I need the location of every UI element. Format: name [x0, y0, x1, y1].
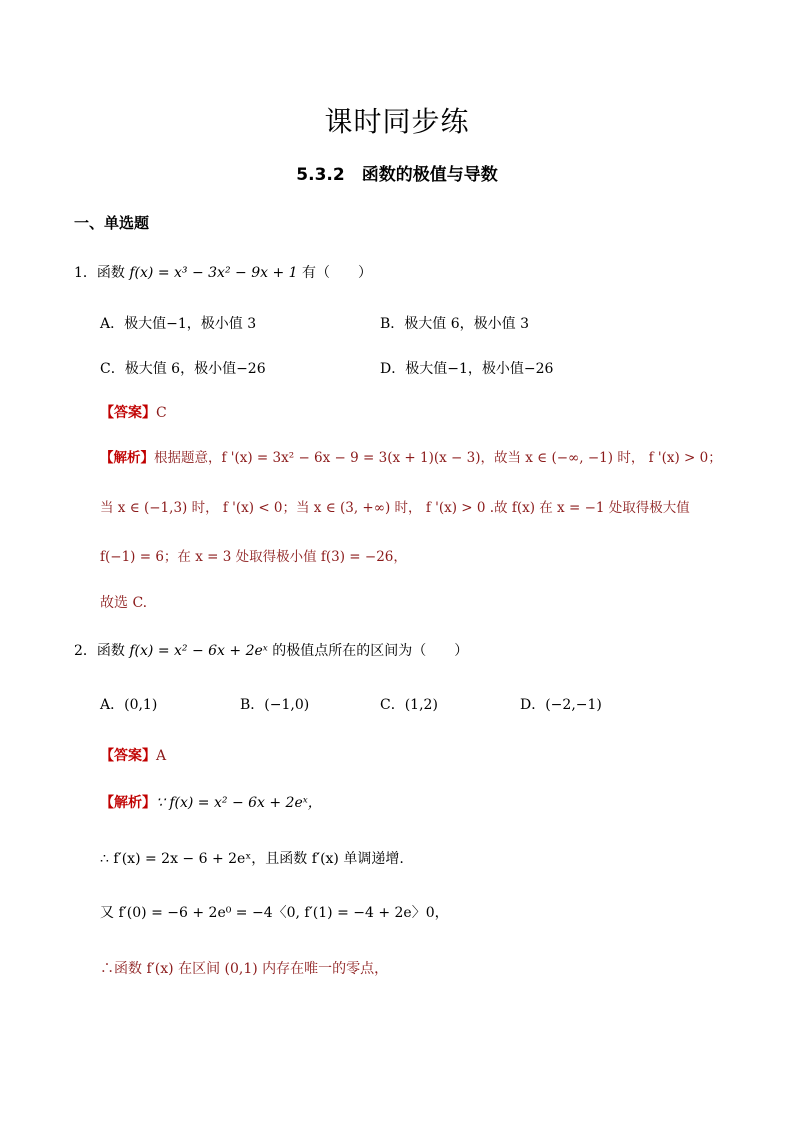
q2-answer-value: A — [156, 748, 167, 764]
page-title: 课时同步练 — [324, 105, 470, 138]
q1-analysis-text-1: 根据题意，f '(x) = 3x² − 6x − 9 = 3(x + 1)(x − 3)，故当 x ∈ (−∞, −1) 时， f '(x) > 0； — [154, 450, 722, 466]
q1-answer-value: C — [156, 405, 167, 421]
page-subtitle: 5.3.2 函数的极值与导数 — [296, 165, 498, 185]
question-1-stem — [74, 262, 372, 282]
q1-analysis-tag: 【解析】 — [100, 450, 154, 466]
q2-option-d: D．(−2,−1) — [520, 697, 602, 713]
q1-analysis-line-2: 当 x ∈ (−1,3) 时， f '(x) < 0；当 x ∈ (3, +∞) 时， f '(x) > 0 .故 f(x) 在 x = −1 处取得极大值 — [100, 500, 690, 516]
q2-prefix: 2．函数 — [74, 643, 125, 659]
q2-formula: f(x) = x² − 6x + 2eˣ — [129, 643, 268, 659]
q2-analysis-line-2: ∴ f′(x) = 2x − 6 + 2eˣ，且函数 f′(x) 单调递增. — [100, 851, 404, 867]
q2-option-c: C．(1,2) — [380, 697, 438, 713]
q2-analysis-text-1: ∵ f(x) = x² − 6x + 2eˣ， — [156, 795, 322, 811]
q1-option-b: B．极大值 6，极小值 3 — [380, 316, 530, 332]
q1-answer — [100, 402, 167, 422]
q2-answer — [100, 745, 166, 765]
q2-option-b: B．(−1,0) — [240, 697, 310, 713]
q1-suffix: 有（ ） — [302, 265, 372, 281]
q1-formula: f(x) = x³ − 3x² − 9x + 1 — [129, 265, 298, 281]
q1-option-c: C．极大值 6，极小值−26 — [100, 361, 266, 377]
q2-analysis-line-1 — [100, 792, 322, 812]
question-2-stem — [74, 640, 468, 660]
q1-option-d: D．极大值−1，极小值−26 — [380, 361, 554, 377]
q2-analysis-line-4: ∴函数 f′(x) 在区间 (0,1) 内存在唯一的零点， — [100, 961, 389, 977]
q2-answer-tag: 【答案】 — [100, 748, 156, 764]
q1-prefix: 1．函数 — [74, 265, 125, 281]
q2-analysis-line-3: 又 f′(0) = −6 + 2e⁰ = −4〈0, f′(1) = −4 + 2e〉0， — [100, 905, 449, 921]
q1-answer-tag: 【答案】 — [100, 405, 156, 421]
q2-option-a: A．(0,1) — [100, 697, 158, 713]
q1-analysis-line-3: f(−1) = 6；在 x = 3 处取得极小值 f(3) = −26， — [100, 549, 407, 565]
q1-analysis-line-1 — [100, 446, 722, 466]
q1-analysis-line-4: 故选 C. — [100, 595, 148, 611]
section-heading: 一、单选题 — [74, 214, 150, 232]
q2-suffix: 的极值点所在的区间为（ ） — [272, 643, 469, 659]
q1-option-a: A．极大值−1，极小值 3 — [100, 316, 257, 332]
q2-analysis-tag: 【解析】 — [100, 795, 156, 811]
